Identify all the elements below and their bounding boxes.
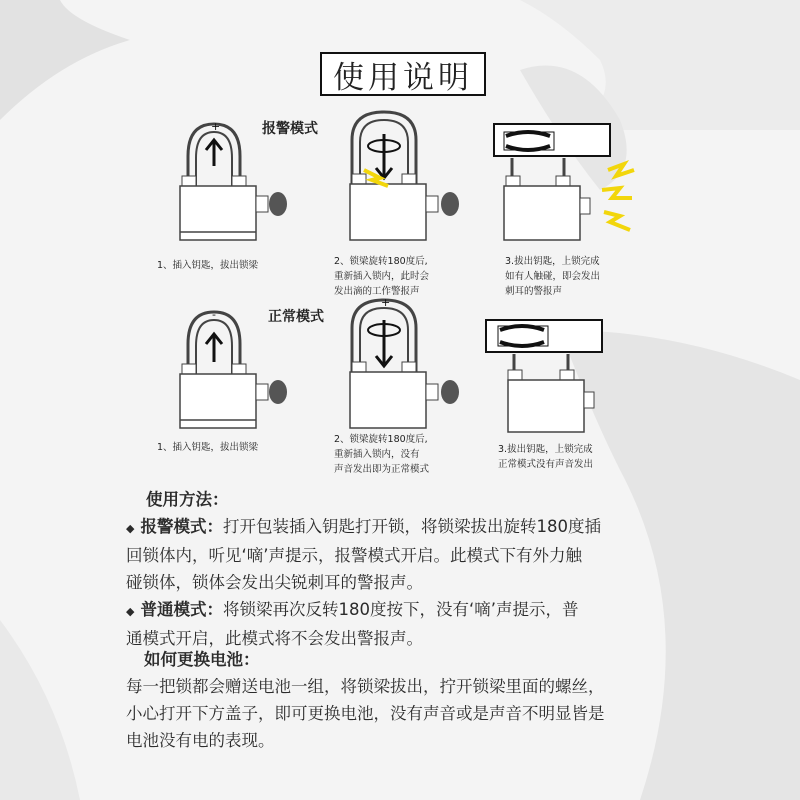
alarm-step-3-caption: 3.拔出钥匙，上锁完成 如有人触碰，即会发出 刺耳的警报声 xyxy=(505,256,601,297)
alarm-mode-paragraph: ◆ 报警模式：打开包装插入钥匙打开锁，将锁梁拔出旋转180度插 xyxy=(126,517,601,536)
plus-sign: + xyxy=(211,120,221,133)
battery-line-1: 每一把锁都会赠送电池一组，将锁梁拔出，拧开锁梁里面的螺丝， xyxy=(126,677,605,696)
alarm-step-1-caption: 1、插入钥匙，拔出锁梁 xyxy=(157,260,259,271)
plus-sign-normal: + xyxy=(381,296,391,309)
bullet-icon: ◆ xyxy=(126,605,135,618)
alarm-mode-line-2: 回锁体内，听见‘嘀’声提示，报警模式开启。此模式下有外力触 xyxy=(126,546,582,565)
battery-line-2: 小心打开下方盖子，即可更换电池，没有声音或是声音不明显皆是 xyxy=(126,704,605,723)
lock-locked-silent-illustration xyxy=(480,316,640,436)
normal-mode-paragraph: ◆ 普通模式：将锁梁再次反转180度按下，没有‘嘀’声提示，普 xyxy=(126,600,579,619)
normal-mode-line-2: 通模式开启，此模式将不会发出警报声。 xyxy=(126,629,423,648)
normal-mode-label: 正常模式 xyxy=(268,309,324,325)
alarm-step-2-caption: 2、锁梁旋转180度后, 重新插入锁内，此时会 发出滴的工作警报声 xyxy=(334,256,430,297)
lock-rotate-shackle-illustration xyxy=(340,106,480,246)
usage-section xyxy=(126,486,686,652)
normal-step-3-caption: 3.拔出钥匙，上锁完成 正常模式没有声音发出 xyxy=(498,444,594,470)
normal-step-2-caption: 2、锁梁旋转180度后, 重新插入锁内，没有 声音发出即为正常模式 xyxy=(334,434,430,475)
page-title: 使用说明 xyxy=(320,52,486,96)
alarm-mode-line-3: 碰锁体，锁体会发出尖锐刺耳的警报声。 xyxy=(126,573,423,592)
battery-section xyxy=(126,646,686,754)
alarm-mode-label: 报警模式 xyxy=(262,121,318,137)
lock-locked-alarm-illustration xyxy=(490,118,650,248)
bullet-icon: ◆ xyxy=(126,522,135,535)
usage-heading: 使用方法： xyxy=(146,490,229,509)
normal-step-1-caption: 1、插入钥匙，拔出锁梁 xyxy=(157,442,259,453)
lock-insert-key-illustration xyxy=(170,118,310,248)
minus-sign: - xyxy=(212,308,216,321)
battery-line-3: 电池没有电的表现。 xyxy=(126,731,275,750)
lock-insert-key-illustration-normal xyxy=(170,306,310,436)
battery-heading: 如何更换电池： xyxy=(144,650,260,669)
lock-rotate-shackle-illustration-normal xyxy=(340,294,480,434)
